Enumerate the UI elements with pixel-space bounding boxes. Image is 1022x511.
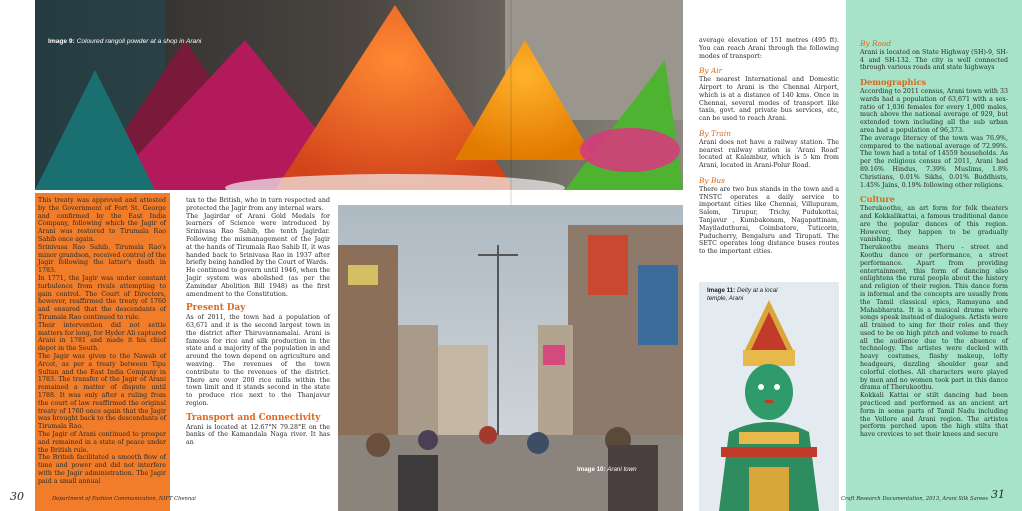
paragraph: average elevation of 151 metres (495 ft). You can reach Arani through the following modes of transport:	[699, 37, 839, 60]
paragraph: The Jagirdar of Arani Gold Medals for learners of Science were introduced by Srinivasa Rao Sahib, the tenth Jagirdar. Following the mismanagement of the Jagir at the hands of Tirumala Rao Sahib II, it was handed back to Srinivasa Rao in 1937 after briefly being handled by the Court of Wards.	[186, 212, 330, 267]
section-heading-demographics: Demographics	[860, 77, 927, 88]
footer-left-text: Department of Fashion Communication, NIFT Chennai	[52, 496, 196, 502]
demographics-culture-column	[860, 40, 1008, 439]
street-caption-text: Arani town	[607, 466, 637, 473]
paragraph: As of 2011, the town had a population of 63,671 and it is the second largest town in the district after Thiruvannamalai. Arani is famous for rice and silk production in the state and a majority of the population in and around the town depend on agriculture and weaving. The revenues of the town contribute to the revenues of the district. There are over 200 rice mills within the town limit and it stands second in the state to produce rice next to the Thanjavur region.	[186, 314, 330, 407]
paragraph: In 1771, the Jagir was under constant turbulence from rivals attempting to gain control. The Court of Directors, however, reaffirmed the treaty of 1760 and ensured that the descendants of Tirumala Rao continued to rule.	[38, 274, 166, 321]
section-heading-bus: By Bus	[699, 175, 725, 185]
street-caption	[577, 466, 637, 473]
footer-right-text: Craft Research Documentation, 2013, Arani Silk Sarees	[841, 496, 988, 502]
paragraph: The British facilitated a smooth flow of time and power and did not interfere with the Jagir administration. The Jagir paid a small annual	[38, 454, 166, 485]
paragraph: Srinivasa Rao Sahib, Tirumala Rao's minor grandson, received control of the Jagir following the latter's death in 1783.	[38, 243, 166, 275]
temple-caption-text: Deity at a local temple, Arani	[707, 287, 778, 302]
paragraph: tax to the British, who in turn respected and protected the Jagir from any internal wars.	[186, 197, 330, 212]
paragraph: The Jagir of Arani continued to prosper and remained in a state of peace under the British rule.	[38, 430, 166, 454]
paragraph: The nearest International and Domestic Airport to Arani is the Chennai Airport, which is at a distance of 140 kms. Once in Chennai, several modes of transport like taxis, govt. and private bus services, etc, can be used to reach Arani.	[699, 76, 839, 123]
paragraph: Arani is located on State Highway (SH)-9, SH-4 and SH-132. The city is well connected through various roads and state highways	[860, 48, 1008, 72]
transport-column	[699, 37, 839, 256]
hero-caption-text: Coloured rangoli powder at a shop in Arani	[76, 38, 202, 45]
temple-deity-image	[699, 282, 839, 511]
section-heading-present-day: Present Day	[186, 303, 246, 314]
paragraph: Therukoothu, an art form for folk theaters and Kokkalikattai, a famous traditional dance are the popular dances of this region. However, they happen to be gradually vanishing.	[860, 205, 1008, 244]
section-heading-transport: Transport and Connectivity	[186, 412, 321, 423]
deity-illustration	[699, 282, 839, 511]
paragraph: The average literacy of the town was 76.9%, compared to the national average of 72.99%. The town had a total of 14559 households. As per the religious census of 2011, Arani had 89.16% Hindus, 7.39% Muslims, 1.8% Christians, 0.01% Sikhs, 0.01% Buddhists, 1.45% Jains, 0.19% following other religions.	[860, 134, 1008, 189]
section-heading-train: By Train	[699, 128, 731, 138]
section-heading-road: By Road	[860, 39, 892, 48]
present-day-column	[186, 197, 330, 447]
paragraph: Their intervention did not settle matters for long, for Hyder Ali captured Arani in 1781 and made it his chief depot in the South.	[38, 321, 166, 353]
page-number-left: 30	[10, 490, 24, 503]
temple-caption	[707, 287, 797, 302]
page-number-right: 31	[991, 488, 1005, 501]
paragraph: He continued to govern until 1946, when the Jagir system was abolished (as per the Zamindar Abolition Bill 1948) as the first amendment to the Constitution.	[186, 267, 330, 298]
paragraph: Kokkali Kattai or stilt dancing had been practiced and performed as an ancient art form in some parts of Tamil Nadu including the Vellore and Arani region. The artistes perform perched upon the high stilts that have crevices to set their knees and secure	[860, 392, 1008, 439]
street-caption-label: Image 10:	[577, 466, 606, 473]
rangoli-illustration	[35, 0, 683, 190]
paragraph: This treaty was approved and attested by the Government of Fort St. George and confirmed by the East India Company, following which the Jagir of Arani was restored to Tirumala Rao Sahib once again.	[38, 197, 166, 243]
hero-caption-label: Image 9:	[48, 38, 75, 45]
section-heading-culture: Culture	[860, 194, 895, 205]
paragraph: The Jagir was given to the Nawab of Arcot, as per a treaty between Tipu Sultan and the East India Company in 1783. The transfer of the Jagir of Arani remained a matter of dispute until 1788. It was only after a ruling from the court of law reaffirmed the original treaty of 1760 once again that the Jagir was brought back to the descendants of Tirumala Rao.	[38, 352, 166, 431]
section-heading-air: By Air	[699, 66, 723, 76]
paragraph: There are two bus stands in the town and a TNSTC operates a daily service to important cities like Chennai, Villupuram, Salem, Tirupur, Trichy, Pudukottai, Tanjavur , Kumbakonam, Nagapattinam, Mayiladuthurai, Coimbatore, Tuticorin, Puducherry, Bengaluru and Tirupati. The SETC operates long distance buses routes to the important cities.	[699, 185, 839, 256]
paragraph: Arani is located at 12.67°N 79.28°E on the banks of the Kamandala Naga river. It has an	[186, 423, 330, 447]
paragraph: Therukoothu means Theru - street and Koothu dance or performance, a street performance. Apart from providing entertainment, this form of dancing also enlightens the rural people about the history and religion of their region. This dance form is informal and the concepts are usually from the Tamil classical epics, Ramayana and Mahabharata. It is a musical drama where songs speak instead of dialogues. Artists were all trained to sing for their roles and they used to be on high pitch and volume to reach all the audience due to the absence of technology. The artistes were decked with heavy costumes, flashy makeup, lofty headgears, dazzling shoulder gear and colorful clothes. All characters were played by men and no women took part in this dance drama of Therukoothu.	[860, 244, 1008, 392]
hero-image-rangoli	[35, 0, 683, 190]
temple-caption-label: Image 11:	[707, 287, 736, 294]
hero-caption	[48, 38, 201, 45]
paragraph: Arani does not have a railway station. The nearest railway station is 'Arani Road' located at Kalambur, which is 5 km from Arani, located in Arani-Polur Road.	[699, 138, 839, 170]
history-column	[38, 197, 166, 485]
paragraph: According to 2011 census, Arani town with 33 wards had a population of 63,671 with a sex-ratio of 1,036 females for every 1,000 males, much above the national average of 929, but extended town including all the sub urban area had a population of 96,373.	[860, 87, 1008, 134]
